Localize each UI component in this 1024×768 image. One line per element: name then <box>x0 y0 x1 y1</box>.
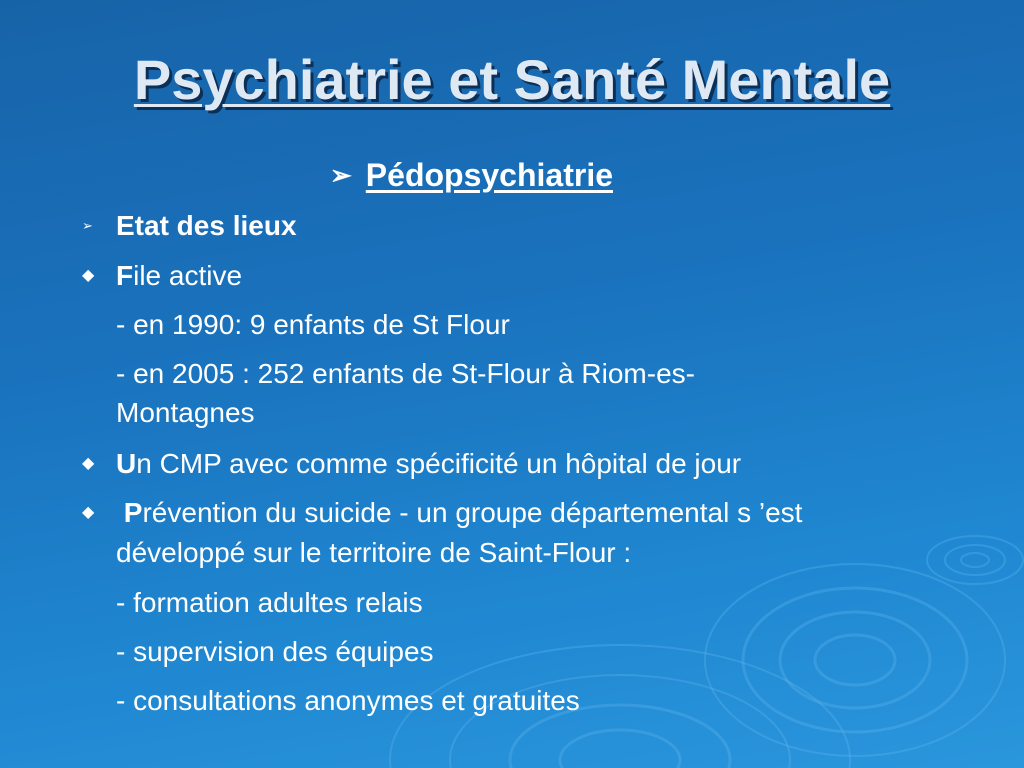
sub-line: - formation adultes relais <box>116 587 423 618</box>
section-heading: Etat des lieux <box>116 210 297 241</box>
diamond-bullet-icon: ◆ <box>82 267 95 284</box>
item-cmp <box>116 445 986 483</box>
sub-line: - en 1990: 9 enfants de St Flour <box>116 309 510 340</box>
arrow-bullet-icon: ➢ <box>82 218 93 233</box>
item-continuation: développé sur le territoire de Saint-Flour : <box>116 537 632 568</box>
item-lead-letter: U <box>116 448 137 479</box>
sub-line-continuation: Montagnes <box>116 397 255 428</box>
subtitle-row <box>330 155 613 195</box>
slide-title: Psychiatrie et Santé Mentale <box>133 48 891 111</box>
diamond-bullet-icon: ◆ <box>82 504 95 521</box>
item-text: ile active <box>133 260 243 291</box>
sub-line: - supervision des équipes <box>116 636 434 667</box>
item-lead-letter: P <box>123 497 143 528</box>
sub-line: - consultations anonymes et gratuites <box>116 685 580 716</box>
item-text: n CMP avec comme spécificité un hôpital de jour <box>136 448 742 479</box>
diamond-bullet-icon: ◆ <box>82 455 95 472</box>
subtitle: Pédopsychiatrie <box>365 156 613 193</box>
item-file-active <box>116 257 986 295</box>
item-prevention <box>116 494 986 532</box>
item-lead-letter: F <box>116 260 134 291</box>
item-text: révention du suicide - un groupe départemental s ’est <box>142 497 803 528</box>
arrow-bullet-icon: ➢ <box>330 159 352 190</box>
sub-line: - en 2005 : 252 enfants de St-Flour à Riom-es- <box>116 358 695 389</box>
